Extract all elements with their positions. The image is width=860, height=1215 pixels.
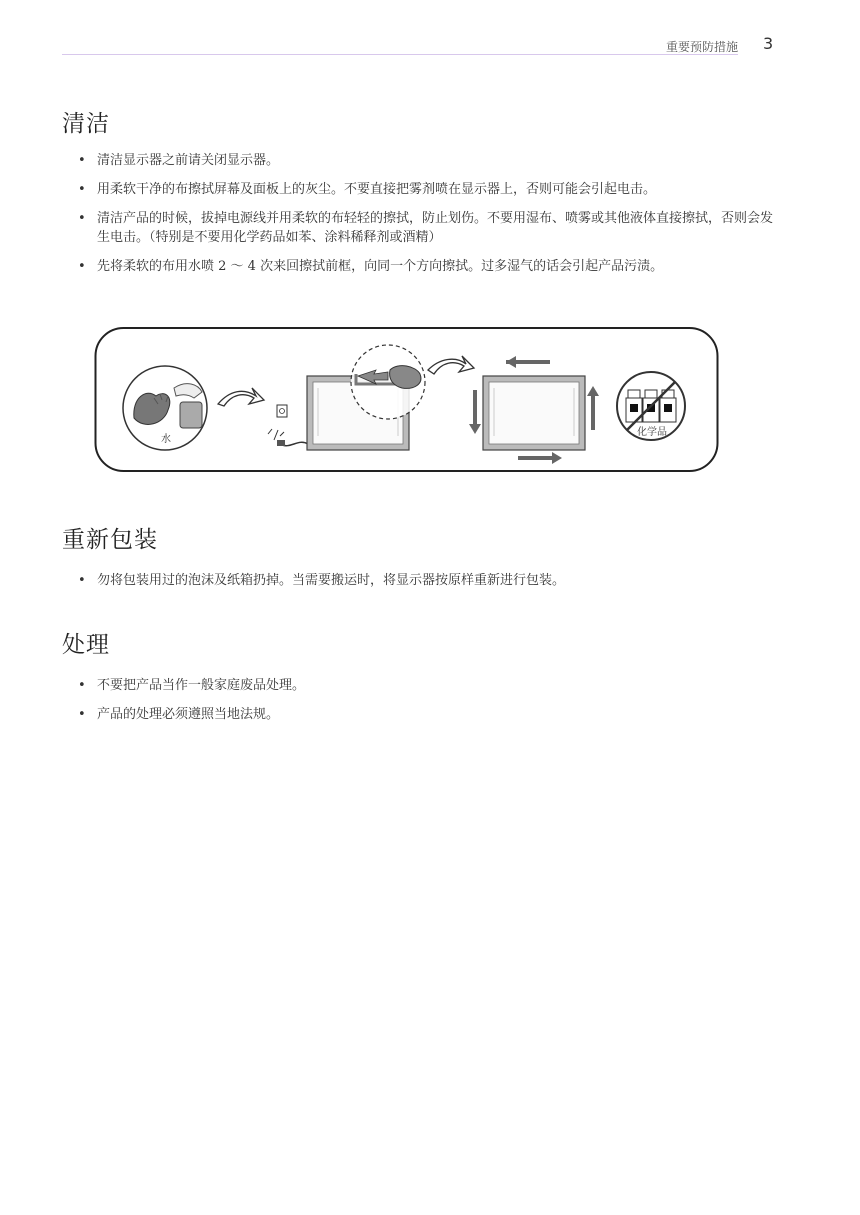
page-header [62, 34, 738, 55]
cleaning-illustration [94, 326, 720, 474]
list-item: • 先将柔软的布用水喷 2 ～ 4 次来回擦拭前框，向同一个方向擦拭。过多湿气的话会引起产品污渍。 [78, 257, 778, 276]
repacking-list [78, 571, 778, 600]
section-title-disposal: 处理 [62, 632, 110, 658]
monitor-icon [483, 376, 585, 450]
list-item: • 产品的处理必须遵照当地法规。 [78, 705, 778, 724]
disposal-list [78, 676, 778, 734]
chemical-label: 化学品 [637, 427, 667, 438]
list-item: • 清洁产品的时候，拔掉电源线并用柔软的布轻轻的擦拭，防止划伤。不要用湿布、喷雾或其他液体直接擦拭，否则会发生电击。（特别是不要用化学药品如苯、涂料稀释剂或酒精） [78, 209, 778, 247]
section-title-repacking: 重新包装 [62, 527, 158, 553]
page-number: 3 [763, 34, 774, 53]
header-title: 重要预防措施 [665, 40, 738, 54]
list-item: • 勿将包装用过的泡沫及纸箱扔掉。当需要搬运时，将显示器按原样重新进行包装。 [78, 571, 778, 590]
cleaning-list [78, 151, 778, 286]
list-item: • 不要把产品当作一般家庭废品处理。 [78, 676, 778, 695]
list-item: • 用柔软干净的布擦拭屏幕及面板上的灰尘。不要直接把雾剂喷在显示器上，否则可能会引起电击。 [78, 180, 778, 199]
list-item: • 清洁显示器之前请关闭显示器。 [78, 151, 778, 170]
section-title-cleaning: 清洁 [62, 111, 110, 137]
water-label: 水 [161, 434, 171, 445]
